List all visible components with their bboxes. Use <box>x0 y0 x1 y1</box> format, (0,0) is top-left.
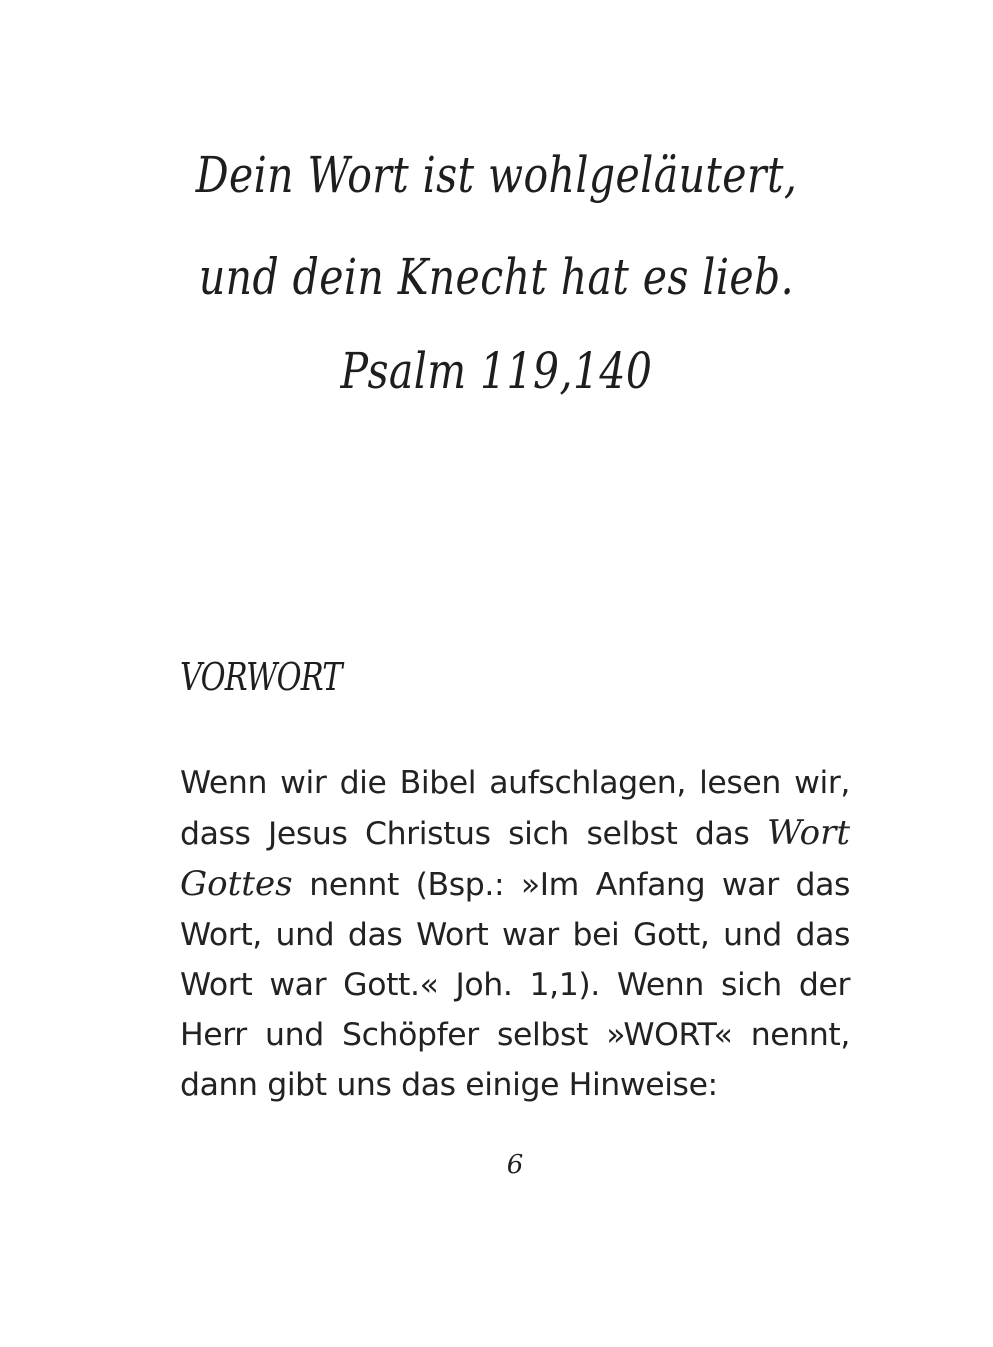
quote-line-2: und dein Knecht hat es lieb. <box>198 248 795 306</box>
body-paragraph <box>180 758 850 1110</box>
quote-line-1: Dein Wort ist wohlgeläutert, <box>195 146 798 204</box>
paragraph-text-start: Wenn wir die Bibel aufschlagen, lesen wir, dass Jesus Christus sich selbst das <box>180 765 850 852</box>
paragraph-text-end: nennt (Bsp.: »Im Anfang war das Wort, und das Wort war bei Gott, und das Wort war Gott.« Joh. 1,1). Wenn sich der Herr und Schöpfer selbst »WORT« nennt, dann gibt uns das einige Hinweise: <box>180 867 850 1103</box>
paragraph-emphasis: Wort Gottes <box>180 813 850 904</box>
page-number: 6 <box>506 1150 524 1180</box>
section-heading: VORWORT <box>180 655 342 699</box>
quote-reference: Psalm 119,140 <box>340 342 653 400</box>
